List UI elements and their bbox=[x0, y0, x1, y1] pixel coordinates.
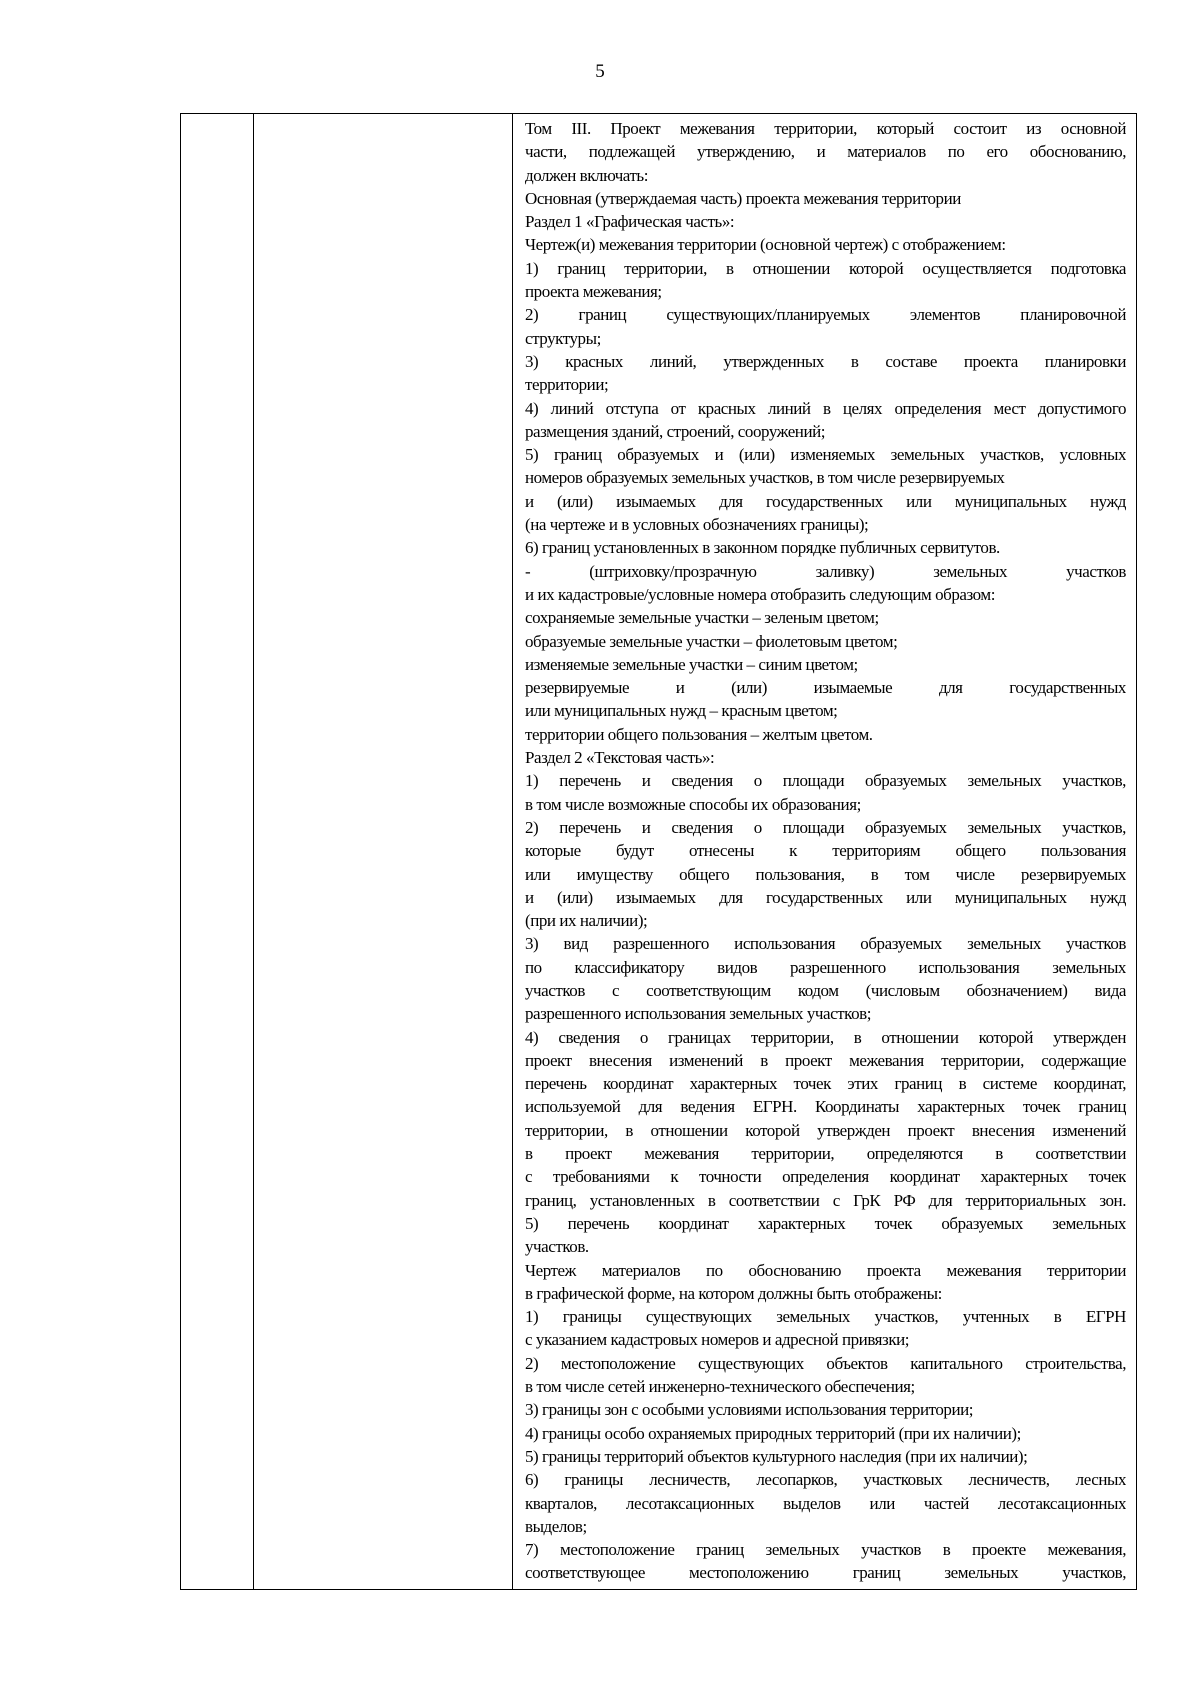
text-line: соответствующее местоположению границ земельных участков, bbox=[525, 1563, 1126, 1583]
requirements-text bbox=[513, 114, 1136, 1589]
text-line: структуры; bbox=[525, 328, 601, 348]
text-line: выделов; bbox=[525, 1516, 587, 1536]
text-line: 3) красных линий, утвержденных в составе проекта планировки bbox=[525, 351, 1126, 371]
text-line: 5) границ образуемых и (или) изменяемых земельных участков, условных bbox=[525, 445, 1126, 465]
table-cell-number bbox=[181, 114, 254, 1590]
text-line: территории общего пользования – желтым цветом. bbox=[525, 724, 873, 744]
text-line: с требованиями к точности определения координат характерных точек bbox=[525, 1167, 1126, 1187]
text-line: 1) границы существующих земельных участков, учтенных в ЕГРН bbox=[525, 1307, 1126, 1327]
text-line: по классификатору видов разрешенного использования земельных bbox=[525, 957, 1126, 977]
text-line: изменяемые земельные участки – синим цветом; bbox=[525, 654, 858, 674]
text-line: Том III. Проект межевания территории, который состоит из основной bbox=[525, 119, 1126, 138]
table-cell-item bbox=[254, 114, 513, 1590]
text-line: резервируемые и (или) изымаемые для государственных bbox=[525, 678, 1126, 698]
text-line: проект внесения изменений в проект межевания территории, содержащие bbox=[525, 1050, 1126, 1070]
text-line: и (или) изымаемых для государственных или муниципальных нужд bbox=[525, 887, 1126, 907]
text-line: которые будут отнесены к территориям общего пользования bbox=[525, 841, 1126, 861]
text-line: и (или) изымаемых для государственных или муниципальных нужд bbox=[525, 491, 1126, 511]
text-line: 5) границы территорий объектов культурного наследия (при их наличии); bbox=[525, 1446, 1028, 1466]
text-line: сохраняемые земельные участки – зеленым цветом; bbox=[525, 608, 879, 628]
text-line: Раздел 1 «Графическая часть»: bbox=[525, 212, 735, 232]
text-line: Чертеж материалов по обоснованию проекта межевания территории bbox=[525, 1260, 1126, 1280]
text-line: 6) границы лесничеств, лесопарков, участковых лесничеств, лесных bbox=[525, 1470, 1126, 1490]
text-line: 4) сведения о границах территории, в отношении которой утвержден bbox=[525, 1027, 1126, 1047]
text-line: 4) границы особо охраняемых природных территорий (при их наличии); bbox=[525, 1423, 1021, 1443]
text-line: (на чертеже и в условных обозначениях границы); bbox=[525, 515, 869, 535]
text-line: разрешенного использования земельных участков; bbox=[525, 1004, 872, 1024]
text-line: 6) границ установленных в законном порядке публичных сервитутов. bbox=[525, 538, 1000, 558]
text-line: - (штриховку/прозрачную заливку) земельных участков bbox=[525, 561, 1126, 581]
text-line: 5) перечень координат характерных точек образуемых земельных bbox=[525, 1213, 1126, 1233]
text-line: Раздел 2 «Текстовая часть»: bbox=[525, 748, 715, 768]
text-line: в проект межевания территории, определяются в соответствии bbox=[525, 1144, 1126, 1164]
text-line: номеров образуемых земельных участков, в том числе резервируемых bbox=[525, 468, 1005, 488]
text-line: перечень координат характерных точек этих границ в системе координат, bbox=[525, 1074, 1126, 1094]
text-line: Чертеж(и) межевания территории (основной чертеж) с отображением: bbox=[525, 235, 1006, 255]
text-line: 1) перечень и сведения о площади образуемых земельных участков, bbox=[525, 771, 1126, 791]
text-line: 2) границ существующих/планируемых элементов планировочной bbox=[525, 305, 1126, 325]
text-line: в том числе возможные способы их образования; bbox=[525, 794, 861, 814]
text-line: 1) границ территории, в отношении которой осуществляется подготовка bbox=[525, 258, 1126, 278]
text-line: участков с соответствующим кодом (числовым обозначением) вида bbox=[525, 980, 1126, 1000]
text-line: 2) перечень и сведения о площади образуемых земельных участков, bbox=[525, 817, 1126, 837]
text-line: территории, в отношении которой утвержден проект внесения изменений bbox=[525, 1120, 1126, 1140]
text-line: должен включать: bbox=[525, 165, 649, 185]
text-line: или имуществу общего пользования, в том числе резервируемых bbox=[525, 864, 1126, 884]
text-line: размещения зданий, строений, сооружений; bbox=[525, 421, 826, 441]
text-line: с указанием кадастровых номеров и адресной привязки; bbox=[525, 1330, 910, 1350]
text-line: территории; bbox=[525, 375, 609, 395]
text-line: и их кадастровые/условные номера отобразить следующим образом: bbox=[525, 584, 995, 604]
text-line: части, подлежащей утверждению, и материалов по его обоснованию, bbox=[525, 142, 1126, 162]
text-line: или муниципальных нужд – красным цветом; bbox=[525, 701, 838, 721]
text-line: в том числе сетей инженерно-технического обеспечения; bbox=[525, 1377, 915, 1397]
table-cell-requirements bbox=[513, 114, 1137, 1590]
text-line: образуемые земельные участки – фиолетовым цветом; bbox=[525, 631, 898, 651]
text-line: 4) линий отступа от красных линий в целях определения мест допустимого bbox=[525, 398, 1126, 418]
text-line: границ, установленных в соответствии с ГрК РФ для территориальных зон. bbox=[525, 1190, 1126, 1210]
text-line: Основная (утверждаемая часть) проекта межевания территории bbox=[525, 188, 961, 208]
text-line: 3) границы зон с особыми условиями использования территории; bbox=[525, 1400, 974, 1420]
text-line: (при их наличии); bbox=[525, 911, 648, 931]
requirements-table bbox=[180, 113, 1137, 1590]
text-line: кварталов, лесотаксационных выделов или частей лесотаксационных bbox=[525, 1493, 1126, 1513]
text-line: используемой для ведения ЕГРН. Координаты характерных точек границ bbox=[525, 1097, 1126, 1117]
text-line: участков. bbox=[525, 1237, 589, 1257]
text-line: 7) местоположение границ земельных участков в проекте межевания, bbox=[525, 1540, 1126, 1560]
text-line: 2) местоположение существующих объектов капитального строительства, bbox=[525, 1353, 1126, 1373]
text-line: 3) вид разрешенного использования образуемых земельных участков bbox=[525, 934, 1126, 954]
page-number: 5 bbox=[595, 61, 605, 82]
text-line: проекта межевания; bbox=[525, 282, 662, 302]
text-line: в графической форме, на котором должны быть отображены: bbox=[525, 1283, 942, 1303]
table-row bbox=[181, 114, 1137, 1590]
